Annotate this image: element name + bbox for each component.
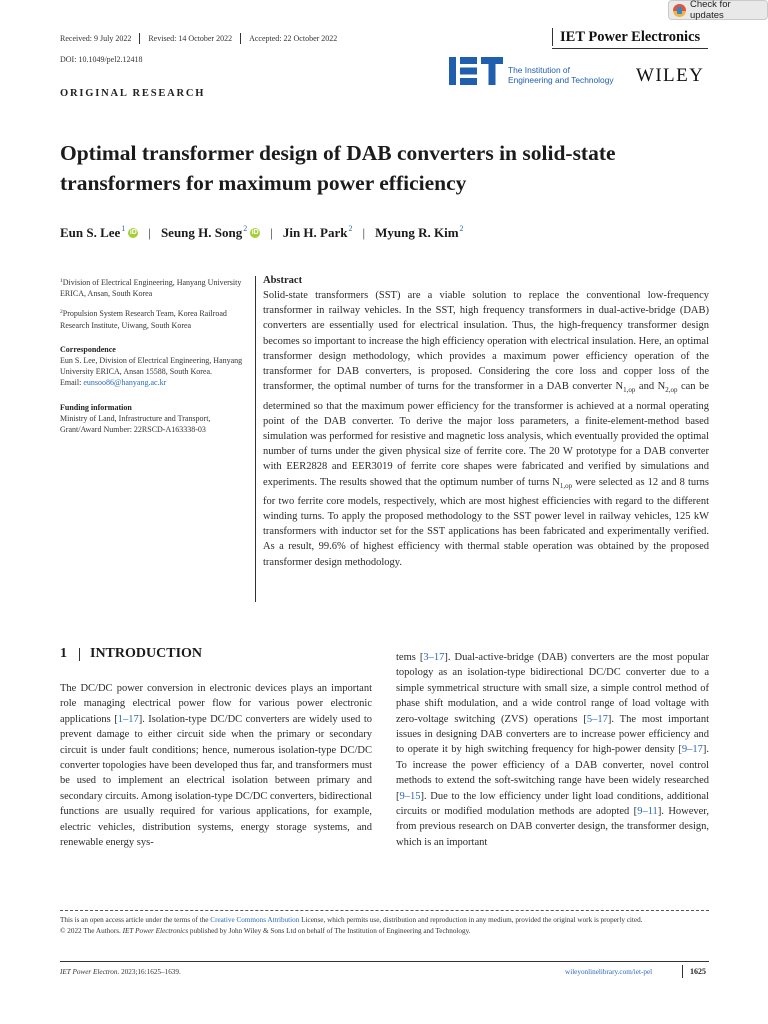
section-heading-introduction [60, 646, 202, 662]
article-title: Optimal transformer design of DAB converters in solid-state transformers for maximum power efficiency [60, 141, 616, 195]
header-rule [552, 48, 708, 49]
crossmark-icon [673, 4, 686, 17]
author-separator: | [270, 224, 273, 240]
article-sidebar [60, 276, 248, 443]
author-separator: | [148, 224, 151, 240]
abstract-body: Solid-state transformers (SST) are a viable solution to replace the conventional low-frequency transformer in railway vehicles. In the SST, high frequency transformers in dual-active-bridge (DAB) converters are essentially used for electrical insulation. Thus, the high-frequency transformer design becomes so important to increase the high efficiency operation with electrical insulation. Here, an optimal transformer design methodology, which provides a maximum power efficiency operation of the transformer for DAB converters, is proposed. Considering the core loss and copper loss of the transformer, the optimal number of turns for the transformer in a DAB converter $N_{1,op}$ and $N_{2,op}$ can be determined so that the maximum power efficiency for the transformer is achieved at a normal operating point of the DAB converter. To derive the major loss parameters, a finite-element-method based simulation was performed for resistive and magnetic loss analysis, which eventually provided the optimal number of turns under the given physical size of ferrite core. The 20 W prototype for a DAB converter with EER2828 and EER3019 of ferrite core shapes were fabricated and verified by simulations and experiments. The results showed that the optimum number of turns $N_{1,op}$ were selected as 12 and 8 turns for two ferrite core models, respectively, which are most highest efficiencies with regard to the different winding turns. To apply the proposed methodology to the SST power level in railway vehicles, 125 kW transformers with inductor set for the SST applications has been fabricated and experimentally verified. As a result, 99.6% of highest efficiency with thermal stable operation was obtained by the proposed transformer design methodology. [263, 290, 710, 568]
doi: DOI: 10.1049/pel2.12418 [60, 55, 143, 64]
author-2[interactable]: Seung H. Song$^2$ [160, 224, 248, 240]
license-footnote [60, 915, 709, 937]
cc-license-link[interactable]: Creative Commons Attribution [210, 916, 300, 924]
check-for-updates-button[interactable] [668, 0, 768, 20]
journal-name: IET Power Electronics [552, 28, 700, 46]
journal-website-link[interactable]: wileyonlinelibrary.com/iet-pel [565, 968, 653, 976]
abstract-rule [255, 276, 256, 602]
intro-column-1: The DC/DC power conversion in electronic devices plays an important role managing electrical power flow for various power electronic applications [1–17]. Isolation-type DC/DC converters are widely used to prevent damage to either circuit side when the primary or secondary circuit is under fault conditions; hence, numerous isolation-type DC/DC converter topologies have been developed thus far, and transformers must be used to implement an electrical isolation between primary and secondary circuits. Among isolation-type DC/DC converters, bidirectional functions are usually required for various applications, for example, electric vehicles, distribution systems, energy storage systems, and renewable energy sys- [60, 683, 373, 849]
email-link[interactable]: eunsoo86@hanyang.ac.kr [83, 378, 167, 388]
reference-link[interactable]: 9–15 [399, 790, 421, 802]
author-4[interactable]: Myung R. Kim$^2$ [375, 224, 464, 240]
author-separator: | [362, 224, 366, 240]
iet-logo-text [508, 65, 614, 85]
iet-logo-icon [449, 57, 503, 85]
article-type: ORIGINAL RESEARCH [60, 88, 206, 99]
funding-text: Ministry of Land, Infrastructure and Transport, Grant/Award Number: 22RSCD-A163338-03 [60, 413, 211, 435]
abstract [263, 274, 709, 570]
accepted-date: Accepted: 22 October 2022 [249, 34, 338, 43]
author-3[interactable]: Jin H. Park$^2$ [282, 224, 353, 240]
section-number: 1 [60, 646, 67, 661]
reference-link[interactable]: 9–17 [681, 744, 703, 756]
check-for-updates-label: Check for updates [689, 0, 731, 21]
open-access-note: This is an open access article under the terms of the Creative Commons Attribution License, which permits use, distribution and reproduction in any medium, provided the original work is properly cited. [60, 916, 643, 924]
wiley-logo: WILEY [636, 65, 705, 86]
affiliation-2: $^2$Propulsion System Research Team, Korea Railroad Research Institute, Uiwang, South Korea [60, 309, 227, 330]
citation-line: IET Power Electron. 2023;16:1625–1639. [60, 968, 181, 976]
received-date: Received: 9 July 2022 [60, 33, 140, 44]
footnote-divider [60, 910, 709, 911]
funding-heading: Funding information [60, 402, 132, 412]
correspondence-text: Eun S. Lee, Division of Electrical Engineering, Hanyang University ERICA, Ansan 15588, South Korea. [60, 356, 243, 377]
abstract-heading: Abstract [263, 275, 303, 286]
reference-link[interactable]: 3–17 [423, 652, 445, 663]
iet-line-2: Engineering and Technology [508, 75, 614, 85]
intro-column-2: tems [3–17]. Dual-active-bridge (DAB) converters are the most popular topology as an isolation-type bidirectional DC/DC converter due to a simple symmetrical structure with small size, a simple control method of phase shift modulation, and a wide control range of load voltage with zero-voltage switching (ZVS) operations [5–17]. The most important issues in designing DAB converters are to increase power efficiency and to operate it by high switching frequency for high-power density [9–17]. To increase the power efficiency of a DAB converter, novel control methods to extend the soft-switching range have been widely researched [9–15]. Due to the low efficiency under light load conditions, additional circuits or modified modulation methods are adopted [9–11]. However, from previous research on DAB converter design, the transformer design, which is an important [396, 652, 710, 848]
page-separator [682, 965, 683, 978]
section-title: INTRODUCTION [90, 646, 203, 661]
article-dates [60, 33, 345, 44]
reference-link[interactable]: 9–11 [637, 806, 658, 818]
orcid-icon[interactable]: iD [129, 228, 137, 236]
section-divider [79, 648, 80, 661]
correspondence-email: Email: eunsoo86@hanyang.ac.kr [60, 378, 167, 388]
orcid-icon[interactable]: iD [251, 228, 259, 236]
author-1[interactable]: Eun S. Lee$^1$ [60, 224, 126, 240]
iet-line-1: The Institution of [508, 65, 570, 75]
author-list [60, 224, 464, 241]
reference-link[interactable]: 1–17 [117, 713, 139, 725]
footer-rule [60, 961, 709, 962]
copyright-note: © 2022 The Authors. IET Power Electronics published by John Wiley & Sons Ltd on behalf of The Institution of Engineering and Technology. [60, 927, 471, 935]
correspondence-heading: Correspondence [60, 344, 116, 354]
affiliation-1: $^1$Division of Electrical Engineering, Hanyang University ERICA, Ansan, South Korea [60, 278, 242, 299]
revised-date: Revised: 14 October 2022 [140, 33, 241, 44]
reference-link[interactable]: 5–17 [586, 713, 608, 725]
page-number: 1625 [690, 967, 706, 976]
